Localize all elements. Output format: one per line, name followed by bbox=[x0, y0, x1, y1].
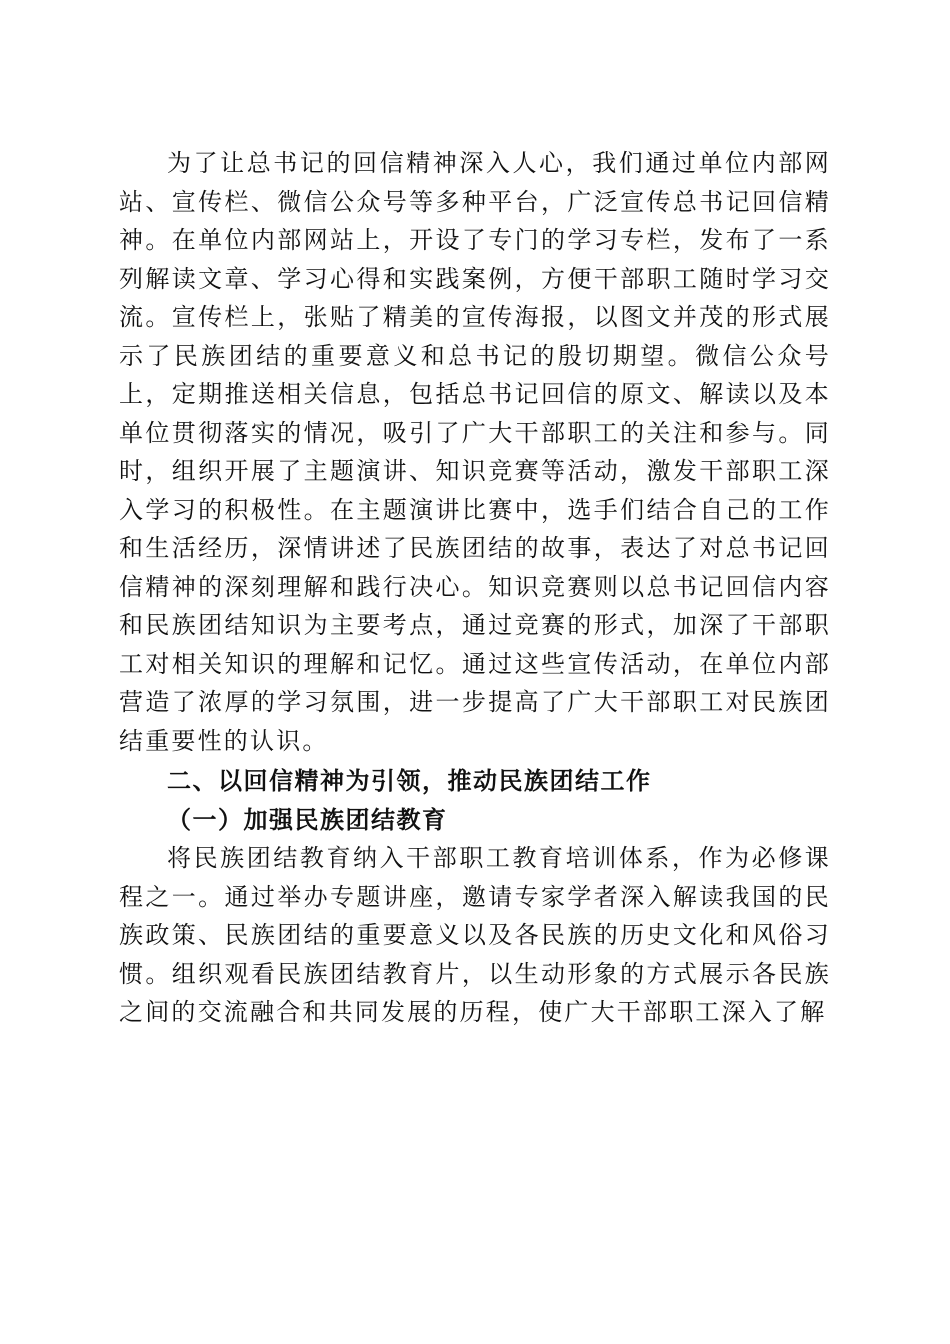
subsection-heading: （一）加强民族团结教育 bbox=[167, 804, 448, 834]
body-paragraph: 将民族团结教育纳入干部职工教育培训体系，作为必修课程之一。通过举办专题讲座，邀请专家学者深入解读我国的民族政策、民族团结的重要意义以及各民族的历史文化和风俗习惯。组织观看民族团结教育片，以生动形象的方式展示各民族之间的交流融合和共同发展的历程，使广大干部职工深入了解 bbox=[119, 844, 831, 1026]
body-paragraph: 为了让总书记的回信精神深入人心，我们通过单位内部网站、宣传栏、微信公众号等多种平台，广泛宣传总书记回信精神。在单位内部网站上，开设了专门的学习专栏，发布了一系列解读文章、学习心得和实践案例，方便干部职工随时学习交流。宣传栏上，张贴了精美的宣传海报，以图文并茂的形式展示了民族团结的重要意义和总书记的殷切期望。微信公众号上，定期推送相关信息，包括总书记回信的原文、解读以及本单位贯彻落实的情况，吸引了广大干部职工的关注和参与。同时，组织开展了主题演讲、知识竞赛等活动，激发干部职工深入学习的积极性。在主题演讲比赛中，选手们结合自己的工作和生活经历，深情讲述了民族团结的故事，表达了对总书记回信精神的深刻理解和践行决心。知识竞赛则以总书记回信内容和民族团结知识为主要考点，通过竞赛的形式，加深了干部职工对相关知识的理解和记忆。通过这些宣传活动，在单位内部营造了浓厚的学习氛围，进一步提高了广大干部职工对民族团结重要性的认识。 bbox=[119, 149, 831, 755]
document-body bbox=[119, 144, 831, 1032]
section-heading: 二、以回信精神为引领，推动民族团结工作 bbox=[167, 767, 652, 795]
